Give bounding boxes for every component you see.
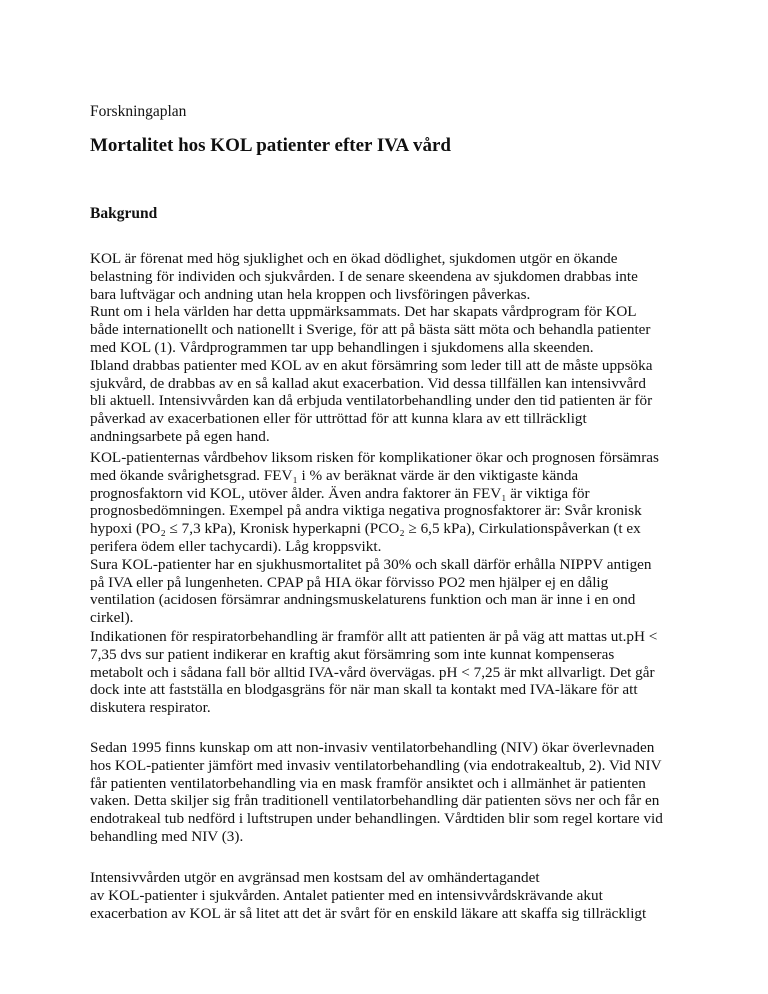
paragraph-line: Indikationen för respiratorbehandling är framför allt att patienten är på väg att mattas ut.pH < bbox=[90, 628, 658, 645]
paragraph-icu bbox=[90, 869, 690, 922]
paragraph-line: med KOL (1). Vårdprogrammen tar upp behandlingen i sjukdomens alla skeenden. bbox=[90, 338, 594, 356]
paragraph-line: Runt om i hela världen har detta uppmärksammats. Det har skapats vårdprogram för KOL bbox=[90, 303, 637, 321]
paragraph-line: KOL är förenat med hög sjuklighet och en ökad dödlighet, sjukdomen utgör en ökande bbox=[90, 250, 618, 267]
paragraph-line: Intensivvården utgör en avgränsad men kostsam del av omhändertagandet bbox=[90, 869, 540, 886]
paragraph-line: endotrakeal tub nedförd i luftstrupen under behandlingen. Vårdtiden blir som regel kortare vid bbox=[90, 810, 663, 828]
paragraph-line: prognosfaktorn vid KOL, utöver ålder. Även andra faktorer än FEV₁ är viktiga för bbox=[90, 484, 590, 502]
paragraph-line: cirkel). bbox=[90, 609, 134, 627]
paragraph-prognosis bbox=[90, 449, 690, 627]
paragraph-line: Sura KOL-patienter har en sjukhusmortalitet på 30% och skall därför erhålla NIPPV antigen bbox=[90, 555, 652, 573]
paragraph-line: hypoxi (PO₂ ≤ 7,3 kPa), Kronisk hyperkapni (PCO₂ ≥ 6,5 kPa), Cirkulationspåverkan (t ex bbox=[90, 520, 641, 538]
paragraph-intro bbox=[90, 250, 690, 446]
paragraph-line: KOL-patienternas vårdbehov liksom risken för komplikationer ökar och prognosen försämras bbox=[90, 449, 659, 466]
paragraph-line: Sedan 1995 finns kunskap om att non-invasiv ventilatorbehandling (NIV) ökar överlevnaden bbox=[90, 739, 655, 756]
paragraph-line: behandling med NIV (3). bbox=[90, 827, 244, 845]
paragraph-line: bli aktuell. Intensivvården kan då erbjuda ventilatorbehandling under den tid patienten är för bbox=[90, 392, 653, 410]
paragraph-line: metabolt och i sådana fall bör alltid IVA-vård övervägas. pH < 7,25 är mkt allvarligt. Det går bbox=[90, 663, 655, 681]
paragraph-niv bbox=[90, 739, 690, 846]
paragraph-line: diskutera respirator. bbox=[90, 699, 211, 717]
paragraph-line: av KOL-patienter i sjukvården. Antalet patienter med en intensivvårdskrävande akut bbox=[90, 886, 603, 904]
paragraph-line: påverkad av exacerbationen eller för uttröttad för att kunna klara av ett tillräckligt bbox=[90, 410, 587, 428]
paragraph-line: med ökande svårighetsgrad. FEV₁ i % av beräknat värde är den viktigaste kända bbox=[90, 466, 579, 484]
document-title: Mortalitet hos KOL patienter efter IVA vård bbox=[90, 135, 451, 156]
paragraph-line: vaken. Detta skiljer sig från traditionell ventilatorbehandling där patienten sövs ner och får en bbox=[90, 792, 660, 810]
paragraph-line: ventilation (acidosen försämrar andningsmuskelaturens funktion och man är inne i en ond bbox=[90, 591, 636, 609]
paragraph-line: andningsarbete på egen hand. bbox=[90, 427, 270, 445]
paragraph-line: dock inte att fastställa en blodgasgräns för när man skall ta kontakt med IVA-läkare för att bbox=[90, 681, 638, 699]
paragraph-line: sjukvård, de drabbas av en så kallad akut exacerbation. Vid dessa tillfällen kan intensivvård bbox=[90, 374, 646, 392]
paragraph-line: belastning för individen och sjukvården. I de senare skeendena av sjukdomen drabbas inte bbox=[90, 267, 638, 285]
paragraph-line: prognosbedömningen. Exempel på andra viktiga negativa prognosfaktorer är: Svår kronisk bbox=[90, 502, 642, 520]
paragraph-line: på IVA eller på lungenheten. CPAP på HIA ökar förvisso PO2 men hjälper ej en dålig bbox=[90, 573, 609, 591]
paragraph-line: hos KOL-patienter jämfört med invasiv ventilatorbehandling (via endotrakealtub, 2). Vid NIV bbox=[90, 756, 662, 774]
paragraph-line: 7,35 dvs sur patient indikerar en kraftig akut försämring som inte kunnat kompenseras bbox=[90, 645, 615, 663]
paragraph-indication bbox=[90, 628, 690, 717]
paragraph-line: Ibland drabbas patienter med KOL av en akut försämring som leder till att de måste uppsöka bbox=[90, 356, 653, 374]
paragraph-line: bara luftvägar och andning utan hela kroppen och livsföringen påverkas. bbox=[90, 285, 531, 303]
document-label: Forskningaplan bbox=[90, 103, 187, 120]
paragraph-line: både internationellt och nationellt i Sverige, för att på bästa sätt möta och behandla patienter bbox=[90, 321, 651, 339]
paragraph-line: perifera ödem eller tachycardi). Låg kroppsvikt. bbox=[90, 537, 382, 555]
section-heading-bakgrund: Bakgrund bbox=[90, 205, 158, 222]
paragraph-line: exacerbation av KOL är så litet att det är svårt för en enskild läkare att skaffa sig tillräckligt bbox=[90, 904, 647, 922]
paragraph-line: får patienten ventilatorbehandling via en mask framför ansiktet och i allmänhet är patienten bbox=[90, 774, 646, 792]
